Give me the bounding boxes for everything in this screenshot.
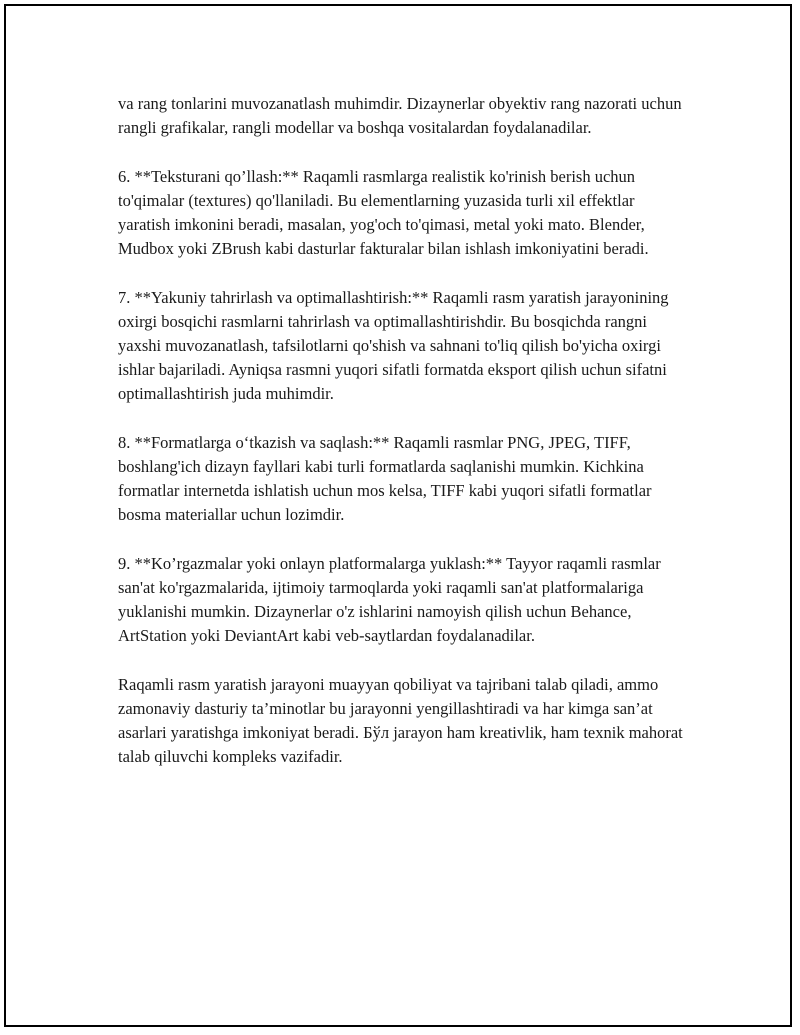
paragraph-rang-tonlari: va rang tonlarini muvozanatlash muhimdir. Dizaynerlar obyektiv rang nazorati uchun rangli grafikalar, rangli modellar va boshqa vositalardan foydalanadilar. xyxy=(118,94,682,138)
paragraph-conclusion: Raqamli rasm yaratish jarayoni muayyan qobiliyat va tajribani talab qiladi, ammo zamonaviy dasturiy ta’minotlar bu jarayonni yengillashtiradi va har kimga san’at asarlari yaratishga imkoniyat beradi. Бўл jarayon ham kreativlik, ham texnik mahorat talab qiluvchi kompleks vazifadir. xyxy=(118,674,683,767)
paragraph-teksturani-qollash: 6. **Teksturani qo’llash:** Raqamli rasmlarga realistik ko'rinish berish uchun to'qimalar (textures) qo'llaniladi. Bu elementlarning yuzasida turli xil effektlar yaratish imkonini beradi, masalan, yog'och to'qimasi, metal yoki mato. Blender, Mudbox yoki ZBrush kabi dasturlar fakturalar bilan ishlash imkoniyatini beradi. xyxy=(118,166,649,259)
paragraph-korgazmalar: 9. **Ko’rgazmalar yoki onlayn platformalarga yuklash:** Tayyor raqamli rasmlar san'at ko'rgazmalarida, ijtimoiy tarmoqlarda yoki raqamli san'at platformalariga yuklanishi mumkin. Dizaynerlar o'z ishlarini namoyish qilish uchun Behance, ArtStation yoki DeviantArt kabi veb-saytlardan foydalanadilar. xyxy=(118,553,661,646)
document-body xyxy=(118,92,688,794)
paragraph-yakuniy-tahrirlash: 7. **Yakuniy tahrirlash va optimallashtirish:** Raqamli rasm yaratish jarayonining oxirgi bosqichi rasmlarni tahrirlash va optimallashtirishdir. Bu bosqichda rangni yaxshi muvozanatlash, tafsilotlarni qo'shish va sahnani to'liq qilish bo'yicha oxirgi ishlar bajariladi. Ayniqsa rasmni yuqori sifatli formatda eksport qilish uchun sifatni optimallashtirish juda muhimdir. xyxy=(118,287,669,404)
paragraph-formatlarga-otkazish: 8. **Formatlarga o‘tkazish va saqlash:** Raqamli rasmlar PNG, JPEG, TIFF, boshlang'ich dizayn fayllari kabi turli formatlarda saqlanishi mumkin. Kichkina formatlar internetda ishlatish uchun mos kelsa, TIFF kabi yuqori sifatli formatlar bosma materiallar uchun lozimdir. xyxy=(118,432,652,525)
